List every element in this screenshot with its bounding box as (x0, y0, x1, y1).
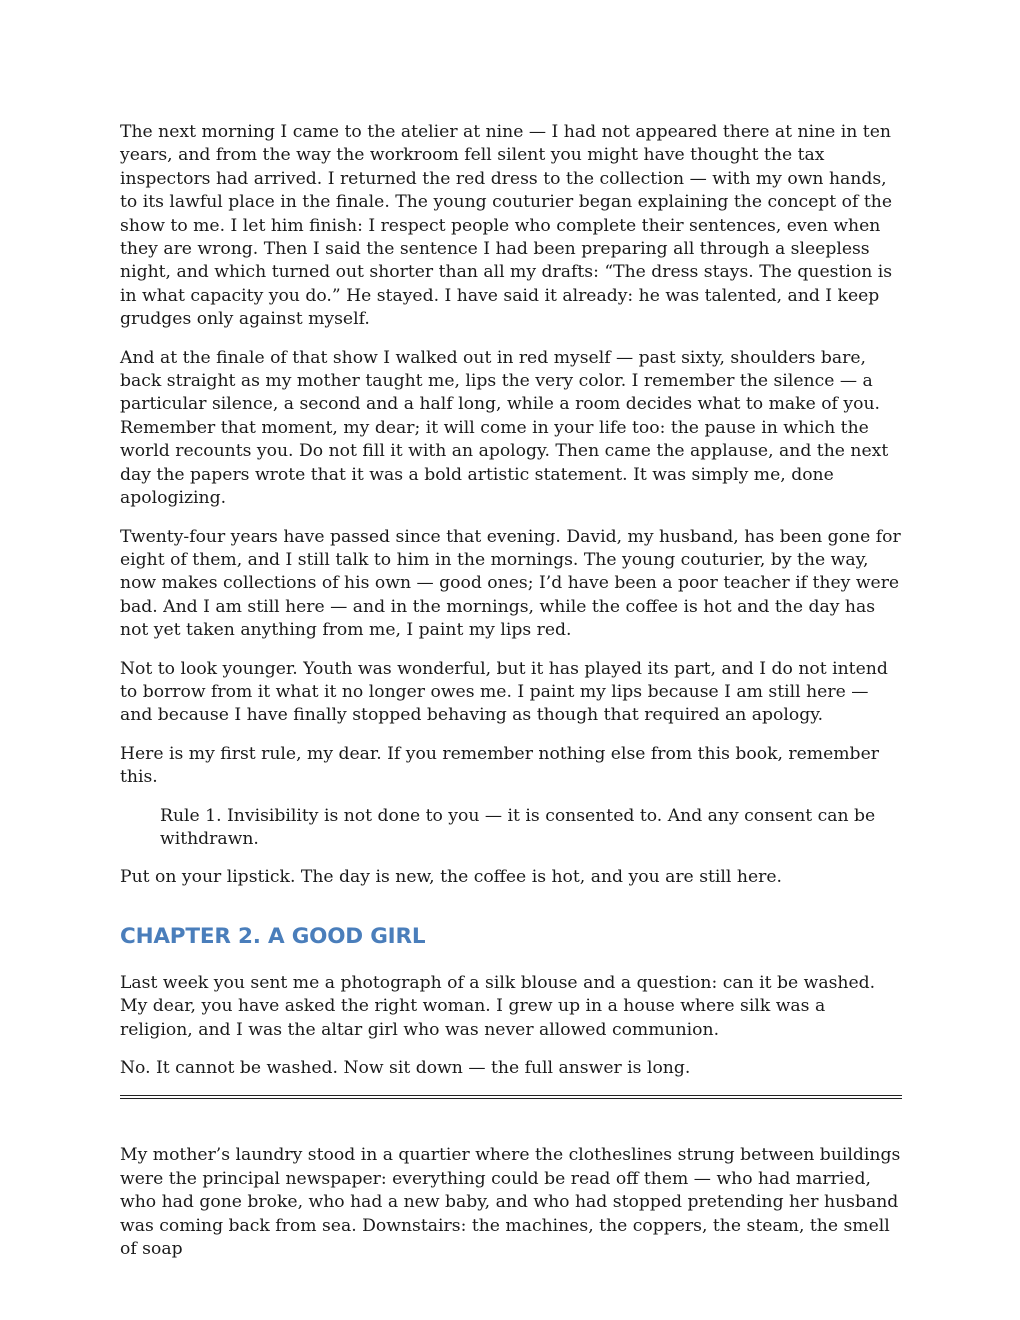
document-page (120, 121, 902, 1276)
paragraph: And at the finale of that show I walked out in red myself — past sixty, shoulders bare, back straight as my mother taught me, lips the very color. I remember the silence — a particular silence, a second and a half long, while a room decides what to make of you. Remember that moment, my dear; it will come in your life too: the pause in which the world recounts you. Do not fill it with an apology. Then came the applause, and the next day the papers wrote that it was a bold artistic statement. It was simply me, done apologizing. (120, 347, 889, 509)
rule-quote: Rule 1. Invisibility is not done to you — it is consented to. And any consent can be withdrawn. (160, 805, 876, 849)
paragraph: Last week you sent me a photograph of a silk blouse and a question: can it be washed. My dear, you have asked the right woman. I grew up in a house where silk was a religion, and I was the altar girl who was never allowed communion. (120, 972, 876, 1040)
closing-paragraph: Put on your lipstick. The day is new, the coffee is hot, and you are still here. (120, 867, 782, 888)
paragraph: Here is my first rule, my dear. If you remember nothing else from this book, remember this. (120, 743, 879, 788)
paragraph: Twenty-four years have passed since that evening. David, my husband, has been gone for eight of them, and I still talk to him in the mornings. The young couturier, by the way, now makes collections of his own — good ones; I’d have been a poor teacher if they were bad. And I am still here — and in the mornings, while the coffee is hot and the day has not yet taken anything from me, I paint my lips red. (120, 526, 901, 641)
paragraph: Not to look younger. Youth was wonderful, but it has played its part, and I do not intend to borrow from it what it no longer owes me. I paint my lips because I am still here — and because I have finally stopped behaving as though that required an apology. (120, 658, 888, 726)
paragraph: The next morning I came to the atelier at nine — I had not appeared there at nine in ten years, and from the way the workroom fell silent you might have thought the tax inspectors had arrived. I returned the red dress to the collection — with my own hands, to its lawful place in the finale. The young couturier began explaining the concept of the show to me. I let him finish: I respect people who complete their sentences, even when they are wrong. Then I said the sentence I had been preparing all through a sleepless night, and which turned out shorter than all my drafts: “The dress stays. The question is in what capacity you do.” He stayed. I have said it already: he was talented, and I keep grudges only against myself. (120, 122, 893, 330)
section-separator (120, 1095, 902, 1099)
paragraph: My mother’s laundry stood in a quartier where the clotheslines strung between buildings were the principal newspaper: everything could be read off them — who had married, who had gone broke, who had a new baby, and who had stopped pretending her husband was coming back from sea. Downstairs: the machines, the coppers, the steam, the smell of soap (120, 1145, 901, 1260)
chapter-heading: CHAPTER 2. A GOOD GIRL (120, 923, 426, 949)
paragraph: No. It cannot be washed. Now sit down — the full answer is long. (120, 1058, 691, 1078)
